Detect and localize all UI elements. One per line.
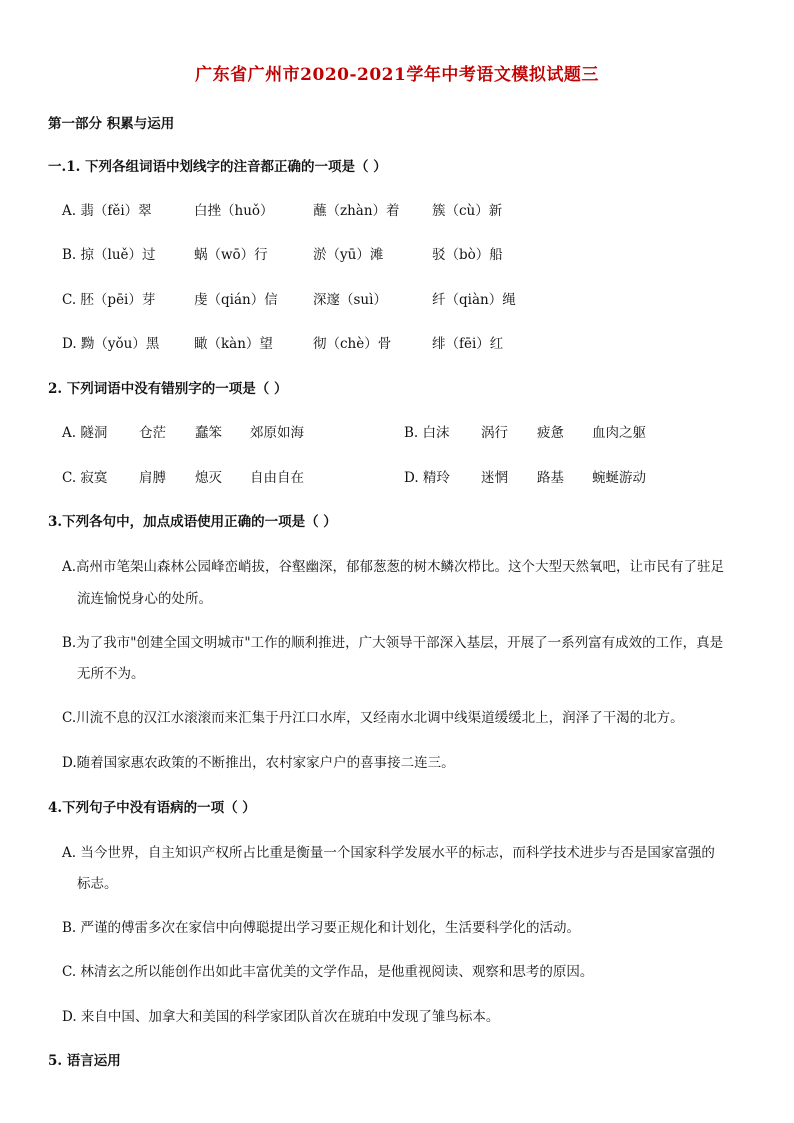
q1-option-d-4: 绯（fēi）红 — [432, 336, 504, 352]
q1-option-d-2: 瞰（kàn）望 — [194, 336, 273, 352]
q1-option-a-1: A. 翡（fěi）翠 — [62, 203, 152, 219]
q2-c-word-1: C. 寂寞 — [62, 470, 108, 486]
q1-option-a-4: 簇（cù）新 — [432, 203, 503, 219]
q1-option-b-4: 驳（bò）船 — [432, 247, 503, 263]
q2-a-word-1: A. 隧洞 — [62, 425, 108, 441]
q3-option-c: C.川流不息的汉江水滚滚而来汇集于丹江口水库，又经南水北调中线渠道缓缓北上，润泽了干渴的北方。 — [62, 710, 684, 726]
q1-option-c-3: 深邃（suì） — [313, 292, 387, 308]
q4-option-a-line1: A. 当今世界，自主知识产权所占比重是衡量一个国家科学发展水平的标志，而科学技术进步与否是国家富强的 — [62, 845, 715, 861]
q1-option-c-1: C. 胚（pēi）芽 — [62, 292, 156, 308]
q4-option-d: D. 来自中国、加拿大和美国的科学家团队首次在琥珀中发现了雏鸟标本。 — [62, 1009, 500, 1025]
q4-stem: 4.下列句子中没有语病的一项（ ） — [48, 800, 256, 816]
q2-a-word-2: 仓茫 — [139, 425, 166, 441]
q2-c-word-2: 肩膊 — [139, 470, 166, 486]
q4-option-b: B. 严谨的傅雷多次在家信中向傅聪提出学习要正规化和计划化，生活要科学化的活动。 — [62, 920, 581, 936]
q1-option-c-4: 纤（qiàn）绳 — [432, 292, 516, 308]
q1-option-d-3: 彻（chè）骨 — [313, 336, 392, 352]
q3-option-b-line1: B.为了我市"创建全国文明城市"工作的顺利推进，广大领导干部深入基层，开展了一系列富有成效的工作，真是 — [62, 635, 724, 651]
q1-option-b-1: B. 掠（luě）过 — [62, 247, 156, 263]
q2-stem: 2. 下列词语中没有错别字的一项是（ ） — [48, 381, 288, 397]
q3-option-b-line2: 无所不为。 — [77, 666, 145, 682]
q5-stem: 5. 语言运用 — [48, 1053, 121, 1069]
q2-b-word-3: 疲惫 — [537, 425, 564, 441]
q3-option-a-line2: 流连愉悦身心的处所。 — [77, 591, 212, 607]
q3-option-a-line1: A.高州市笔架山森林公园峰峦峭拔，谷壑幽深，郁郁葱葱的树木鳞次栉比。这个大型天然氧吧，让市民有了驻足 — [62, 559, 725, 575]
q2-d-word-3: 路基 — [537, 470, 564, 486]
q3-option-d: D.随着国家惠农政策的不断推出，农村家家户户的喜事接二连三。 — [62, 755, 455, 771]
section-heading: 第一部分 积累与运用 — [48, 116, 175, 132]
q2-a-word-3: 蠢笨 — [195, 425, 222, 441]
q1-option-c-2: 虔（qián）信 — [194, 292, 278, 308]
q2-a-word-4: 郊原如海 — [250, 425, 304, 441]
page-title: 广东省广州市2020-2021学年中考语文模拟试题三 — [195, 65, 599, 85]
q4-option-a-line2: 标志。 — [77, 876, 118, 892]
q2-d-word-4: 蜿蜒游动 — [592, 470, 646, 486]
q1-option-b-2: 蜗（wō）行 — [194, 247, 268, 263]
q2-b-word-4: 血肉之躯 — [592, 425, 646, 441]
q1-option-d-1: D. 黝（yǒu）黑 — [62, 336, 160, 352]
q2-d-word-1: D. 精玲 — [404, 470, 450, 486]
q2-d-word-2: 迷惘 — [481, 470, 508, 486]
q2-b-word-1: B. 白沫 — [404, 425, 450, 441]
q1-option-a-3: 蘸（zhàn）着 — [313, 203, 400, 219]
q2-c-word-4: 自由自在 — [250, 470, 304, 486]
q2-c-word-3: 熄灭 — [195, 470, 222, 486]
q1-stem: 一.1. 下列各组词语中划线字的注音都正确的一项是（ ） — [48, 159, 387, 175]
q1-option-b-3: 淤（yū）滩 — [313, 247, 384, 263]
q3-stem: 3.下列各句中，加点成语使用正确的一项是（ ） — [48, 514, 337, 530]
q4-option-c: C. 林清玄之所以能创作出如此丰富优美的文学作品，是他重视阅读、观察和思考的原因。 — [62, 964, 594, 980]
q2-b-word-2: 涡行 — [481, 425, 508, 441]
q1-option-a-2: 白挫（huǒ） — [194, 203, 274, 219]
